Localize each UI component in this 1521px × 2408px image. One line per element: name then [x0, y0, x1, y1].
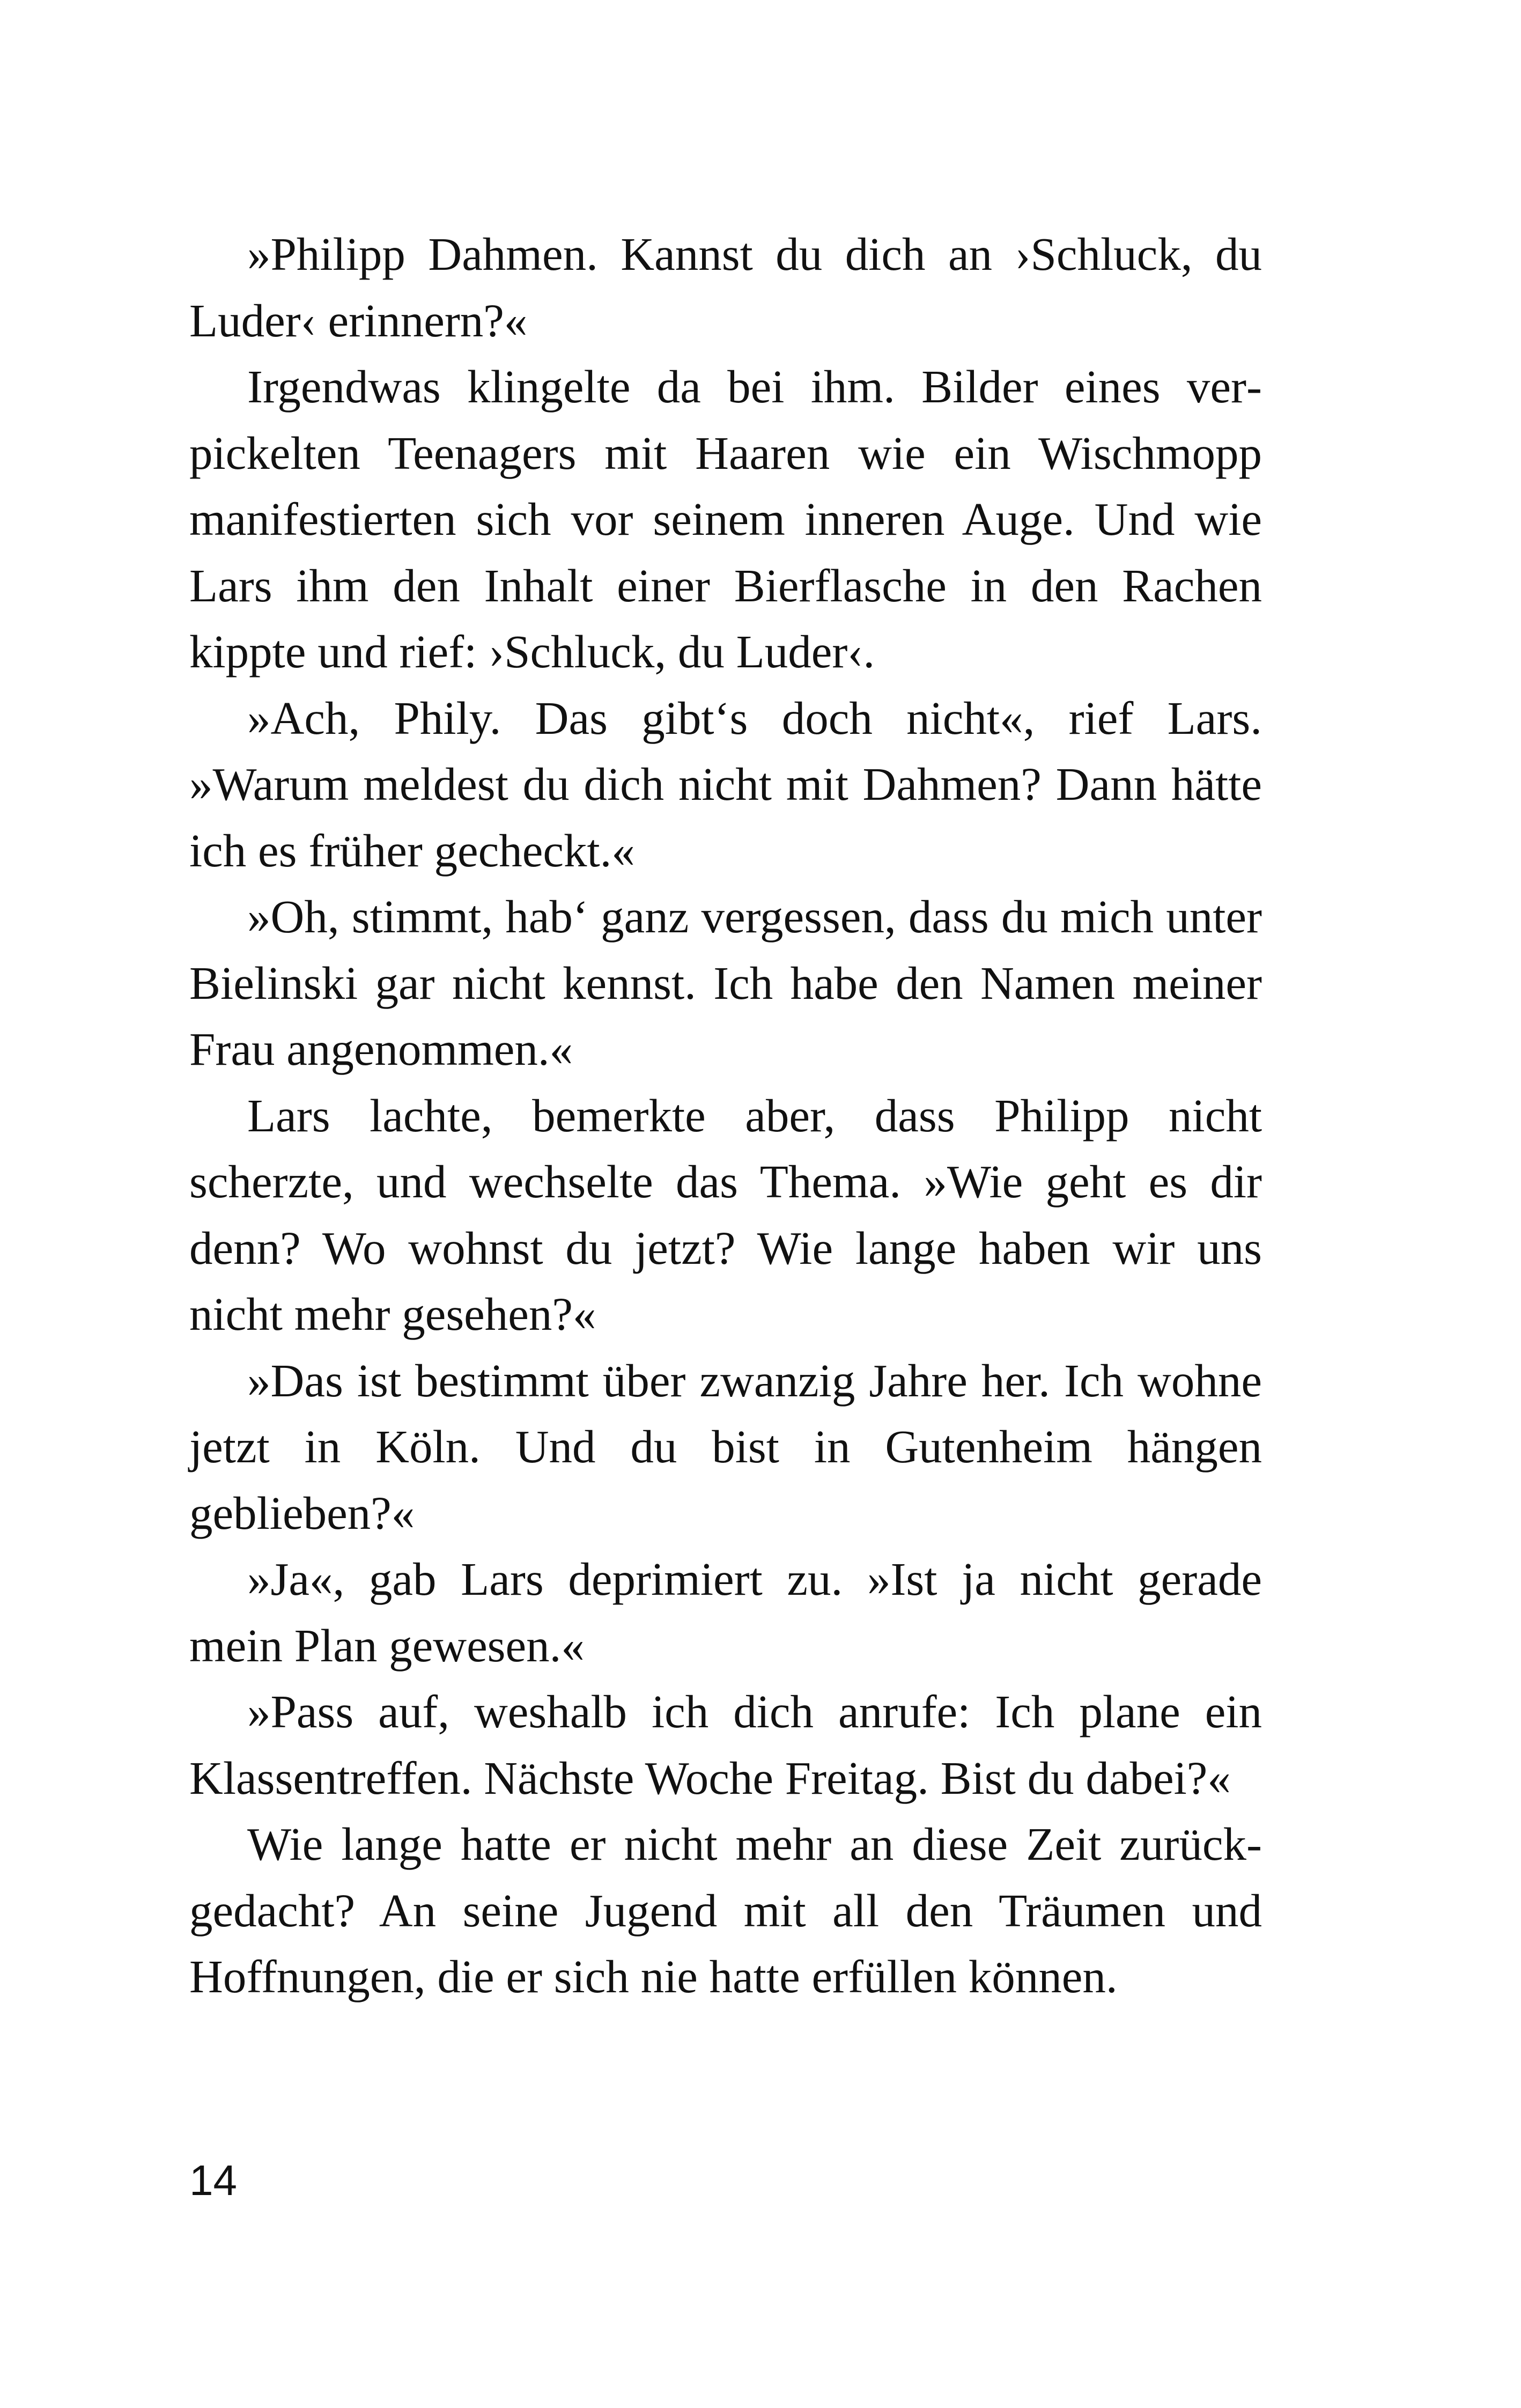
paragraph-3: »Ach, Phily. Das gibt‘s doch nicht«, rief Lars. »Warum meldest du dich nicht mit Dahmen? Dann hätte ich es früher gecheckt.« — [189, 691, 1262, 877]
paragraph-4: »Oh, stimmt, hab‘ ganz vergessen, dass du mich unter Bielinski gar nicht kennst. Ich habe den Namen meiner Frau angenommen.« — [189, 890, 1262, 1075]
body-text — [189, 221, 1262, 2010]
paragraph-8: »Pass auf, weshalb ich dich anrufe: Ich plane ein Klassentreffen. Nächste Woche Freitag. Bist du dabei?« — [189, 1685, 1262, 1804]
paragraph-2: Irgendwas klingelte da bei ihm. Bilder eines verpickelten Teenagers mit Haaren wie ein Wischmopp manifestierten sich vor seinem inneren Auge. Und wie Lars ihm den Inhalt einer Bierflasche in den Rachen kippte und rief: ›Schluck, du Luder‹. — [189, 360, 1262, 678]
paragraph-1: »Philipp Dahmen. Kannst du dich an ›Schluck, du Luder‹ erinnern?« — [189, 228, 1262, 347]
page-number: 14 — [189, 2156, 237, 2204]
paragraph-6: »Das ist bestimmt über zwanzig Jahre her. Ich wohne jetzt in Köln. Und du bist in Gutenheim hängen geblieben?« — [189, 1354, 1262, 1539]
paragraph-5: Lars lachte, bemerkte aber, dass Philipp nicht scherzte, und wechselte das Thema. »Wie geht es dir denn? Wo wohnst du jetzt? Wie lange haben wir uns nicht mehr gesehen?« — [189, 1089, 1262, 1340]
paragraph-7: »Ja«, gab Lars deprimiert zu. »Ist ja nicht gerade mein Plan gewesen.« — [189, 1553, 1262, 1671]
paragraph-9: Wie lange hatte er nicht mehr an diese Zeit zurückgedacht? An seine Jugend mit all den Träumen und Hoffnungen, die er sich nie hatte erfüllen können. — [189, 1818, 1262, 2002]
